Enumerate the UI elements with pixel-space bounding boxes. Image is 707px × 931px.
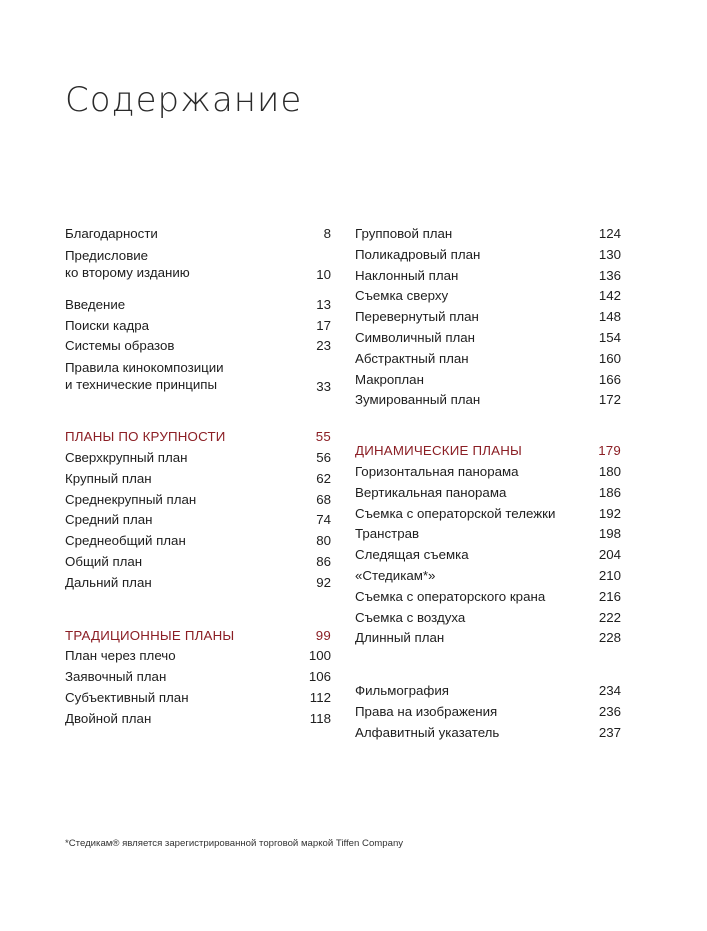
toc-entry[interactable]: [355, 328, 621, 349]
toc-entry-label: Среднеобщий план: [65, 533, 186, 549]
toc-entry-label: Системы образов: [65, 338, 175, 354]
toc-group-intro: [65, 295, 331, 395]
toc-section-heading[interactable]: [355, 441, 621, 462]
toc-entry-page: 23: [316, 338, 331, 354]
toc-entry-page: 112: [309, 689, 331, 705]
toc-entry-label: Перевернутый план: [355, 309, 479, 325]
toc-entry[interactable]: [65, 646, 331, 667]
toc-entry-page: 13: [316, 296, 331, 312]
toc-entry[interactable]: [65, 245, 331, 283]
toc-entry-page: 236: [598, 703, 621, 719]
toc-entry-label: Права на изображения: [355, 703, 498, 719]
toc-section-heading[interactable]: [65, 626, 331, 647]
spacer: [65, 395, 331, 427]
spacer: [65, 283, 331, 295]
toc-entry[interactable]: [355, 504, 621, 525]
toc-entry[interactable]: [65, 336, 331, 357]
toc-entry[interactable]: [355, 266, 621, 287]
toc-entry-page: 160: [598, 350, 621, 366]
toc-entry-label: Длинный план: [355, 630, 445, 646]
toc-entry[interactable]: [65, 490, 331, 511]
toc-entry-label: План через плечо: [65, 648, 176, 664]
toc-entry[interactable]: [355, 608, 621, 629]
toc-entry-label: Субъективный план: [65, 689, 189, 705]
toc-entry-page: 237: [598, 724, 621, 740]
toc-entry-page: 136: [598, 267, 621, 283]
toc-entry-label: Съемка с операторской тележки: [355, 505, 556, 521]
toc-entry[interactable]: [355, 524, 621, 545]
toc-section-heading-page: 55: [315, 429, 331, 445]
toc-section-heading-label: ПЛАНЫ ПО КРУПНОСТИ: [65, 429, 226, 445]
toc-entry-label: Крупный план: [65, 470, 152, 486]
toc-section-heading[interactable]: [65, 427, 331, 448]
toc-entry[interactable]: [65, 469, 331, 490]
toc-entry-page: 142: [598, 288, 621, 304]
toc-entry-label: Фильмография: [355, 683, 449, 699]
toc-entry-page: 166: [598, 371, 621, 387]
toc-entry-page: 198: [598, 526, 621, 542]
spacer: [355, 411, 621, 441]
toc-entry-label: Введение: [65, 296, 126, 312]
toc-entry-page: 17: [316, 317, 331, 333]
toc-entry-page: 216: [598, 588, 621, 604]
footnote: *Стедикам® является зарегистрированной торговой маркой Tiffen Company: [65, 838, 404, 849]
toc-entry[interactable]: [355, 545, 621, 566]
toc-entry[interactable]: [355, 702, 621, 723]
toc-entry-page: 118: [309, 710, 331, 726]
toc-entry[interactable]: [65, 448, 331, 469]
toc-entry-page: 8: [323, 226, 331, 241]
toc-entry-page: 192: [598, 505, 621, 521]
toc-entry[interactable]: [65, 667, 331, 688]
toc-entry-label: Макроплан: [355, 371, 424, 387]
toc-entry-label: Общий план: [65, 553, 143, 569]
toc-entry-page: 124: [598, 226, 621, 241]
toc-entry-label: Групповой план: [355, 226, 453, 241]
toc-entry-label: Следящая съемка: [355, 547, 469, 563]
toc-section-heading-page: 179: [598, 443, 621, 459]
toc-entry-page: 62: [316, 470, 331, 486]
toc-entry-label: Средний план: [65, 512, 153, 528]
toc-section-heading-page: 99: [315, 627, 331, 643]
toc-entry-page: 228: [598, 630, 621, 646]
toc-entry[interactable]: [65, 357, 331, 395]
toc-entry-label: Заявочный план: [65, 669, 167, 685]
toc-entry-page: 80: [316, 533, 331, 549]
toc-entry[interactable]: [65, 709, 331, 730]
toc-entry-label: Вертикальная панорама: [355, 484, 507, 500]
toc-group-front: [65, 224, 331, 283]
toc-entry[interactable]: [355, 245, 621, 266]
toc-entry-page: 180: [598, 463, 621, 479]
toc-entry-label: Сверхкрупный план: [65, 449, 188, 465]
toc-entry[interactable]: [65, 224, 331, 245]
toc-entry-page: 130: [598, 246, 621, 262]
toc-entry[interactable]: [65, 552, 331, 573]
toc-entry-page: 68: [316, 491, 331, 507]
toc-entry[interactable]: [65, 688, 331, 709]
toc-entry[interactable]: [65, 510, 331, 531]
toc-entry[interactable]: [355, 370, 621, 391]
toc-entry-page: 210: [598, 567, 621, 583]
toc-entry[interactable]: [65, 531, 331, 552]
toc-entry-page: 154: [598, 329, 621, 345]
toc-entry[interactable]: [65, 316, 331, 337]
toc-entry-label: Поликадровый план: [355, 246, 481, 262]
toc-entry[interactable]: [355, 307, 621, 328]
toc-entry-page: 56: [316, 449, 331, 465]
toc-entry-label: Правила кинокомпозиции и технические принципы: [65, 360, 224, 393]
toc-group-continued: [355, 224, 621, 411]
toc-entry-label: Наклонный план: [355, 267, 459, 283]
toc-entry[interactable]: [355, 723, 621, 744]
toc-entry-label: Дальний план: [65, 574, 152, 590]
toc-entry-label: Предисловие ко второму изданию: [65, 247, 190, 280]
toc-section-heading-label: ДИНАМИЧЕСКИЕ ПЛАНЫ: [355, 443, 522, 459]
toc-entry-page: 33: [316, 379, 331, 395]
toc-entry[interactable]: [355, 224, 621, 245]
toc-entry-page: 106: [308, 669, 331, 685]
toc-entry[interactable]: [355, 390, 621, 411]
toc-entry-label: Двойной план: [65, 710, 152, 726]
toc-entry-label: Среднекрупный план: [65, 491, 197, 507]
toc-entry-label: Поиски кадра: [65, 317, 150, 333]
toc-entry-page: 172: [598, 392, 621, 408]
toc-entry[interactable]: [355, 286, 621, 307]
toc-entry-label: Горизонтальная панорама: [355, 463, 519, 479]
spacer: [355, 649, 621, 681]
toc-entry-label: Съемка с воздуха: [355, 609, 466, 625]
toc-entry-label: Транстрав: [355, 526, 420, 542]
toc-entry-label: «Стедикам*»: [355, 567, 436, 583]
toc-entry-page: 222: [598, 609, 621, 625]
toc-entry-page: 92: [316, 574, 331, 590]
toc-entry-label: Алфавитный указатель: [355, 724, 500, 740]
toc-entry[interactable]: [65, 295, 331, 316]
toc-entry-label: Символичный план: [355, 329, 476, 345]
toc-entry-page: 148: [598, 309, 621, 325]
toc-section-dinamicheskie-plany: [355, 441, 621, 649]
toc-section-plany-po-krupnosti: [65, 427, 331, 593]
toc-entry[interactable]: [65, 573, 331, 594]
toc-entry-label: Абстрактный план: [355, 350, 469, 366]
toc-entry-page: 74: [316, 512, 331, 528]
toc-section-heading-label: ТРАДИЦИОННЫЕ ПЛАНЫ: [65, 627, 235, 643]
toc-entry-page: 204: [598, 547, 621, 563]
toc-section-traditsionnye-plany: [65, 626, 331, 730]
toc-entry[interactable]: [355, 628, 621, 649]
toc-entry[interactable]: [355, 681, 621, 702]
toc-right-column: [355, 224, 621, 744]
toc-entry-label: Благодарности: [65, 226, 158, 241]
page-title: Содержание: [65, 80, 303, 120]
toc-entry-page: 100: [308, 648, 331, 664]
toc-entry-label: Съемка сверху: [355, 288, 449, 304]
toc-entry[interactable]: [355, 483, 621, 504]
toc-entry-label: Зумированный план: [355, 392, 481, 408]
toc-entry-page: 186: [598, 484, 621, 500]
toc-entry-page: 86: [316, 553, 331, 569]
toc-entry[interactable]: [355, 587, 621, 608]
toc-group-back: [355, 681, 621, 743]
toc-entry-label: Съемка с операторского крана: [355, 588, 546, 604]
toc-entry-page: 234: [598, 683, 621, 699]
toc-entry[interactable]: [355, 566, 621, 587]
toc-entry-page: 10: [316, 266, 331, 282]
toc-entry[interactable]: [355, 462, 621, 483]
spacer: [65, 594, 331, 626]
toc-left-column: [65, 224, 331, 730]
toc-entry[interactable]: [355, 349, 621, 370]
